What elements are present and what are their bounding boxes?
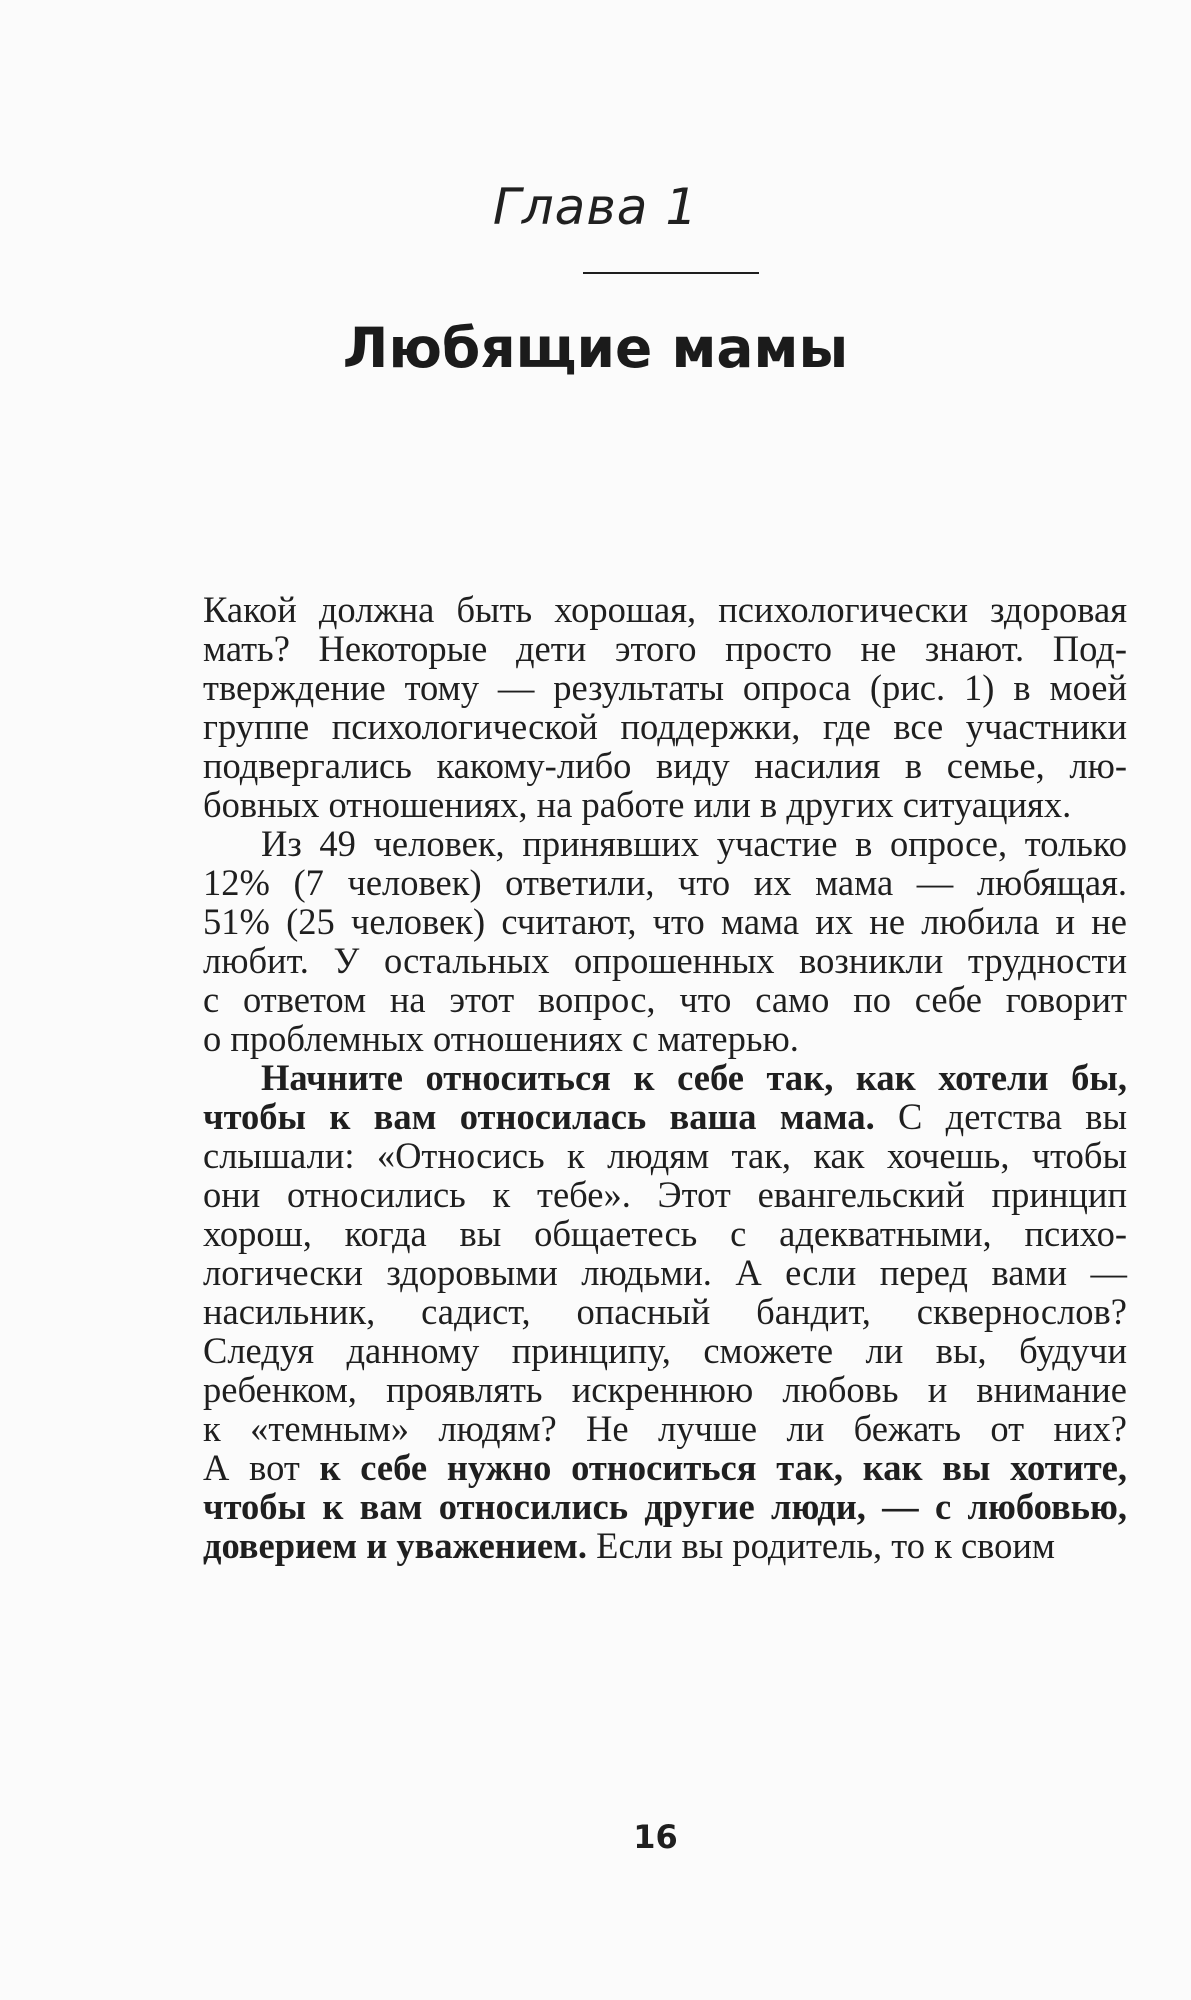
- page-number: 16: [633, 1818, 678, 1856]
- text-run: ребенком, проявлять искреннюю любовь и внимание: [203, 1369, 1127, 1410]
- text-line: [203, 746, 1127, 785]
- text-line: [203, 941, 1127, 980]
- text-line: [203, 1019, 1127, 1058]
- bold-text-run: к себе нужно относиться так, как вы хотите,: [319, 1447, 1127, 1488]
- paragraph: [203, 590, 1127, 824]
- text-line: [203, 1253, 1127, 1292]
- text-run: о проблемных отношениях с матерью.: [203, 1018, 799, 1059]
- text-run: тверждение тому — результаты опроса (рис. 1) в моей: [203, 667, 1127, 708]
- chapter-label: Глава 1: [492, 178, 699, 236]
- chapter-title: Любящие мамы: [342, 316, 849, 380]
- bold-text-run: Начните относиться к себе так, как хотели бы,: [261, 1057, 1127, 1098]
- text-line: [203, 1175, 1127, 1214]
- text-line: [203, 1487, 1127, 1526]
- text-run: бовных отношениях, на работе или в других ситуациях.: [203, 784, 1072, 825]
- text-line: [203, 785, 1127, 824]
- text-run: слышали: «Относись к людям так, как хочешь, чтобы: [203, 1135, 1127, 1176]
- text-line: [203, 1370, 1127, 1409]
- text-run: любит. У остальных опрошенных возникли трудности: [203, 940, 1127, 981]
- text-line: [203, 824, 1127, 863]
- text-line: [203, 1136, 1127, 1175]
- text-line: [203, 1058, 1127, 1097]
- text-run: 12% (7 человек) ответили, что их мама — любящая.: [203, 862, 1127, 903]
- paragraph: [203, 824, 1127, 1058]
- text-run: логически здоровыми людьми. А если перед вами —: [203, 1252, 1127, 1293]
- chapter-divider: [583, 272, 759, 274]
- text-line: [203, 668, 1127, 707]
- text-run: С детства вы: [874, 1096, 1127, 1137]
- text-run: насильник, садист, опасный бандит, сквернослов?: [203, 1291, 1127, 1332]
- text-line: [203, 1448, 1127, 1487]
- chapter-body-text: [203, 590, 1127, 1565]
- text-line: [203, 1331, 1127, 1370]
- text-line: [203, 629, 1127, 668]
- text-line: [203, 707, 1127, 746]
- text-line: [203, 1214, 1127, 1253]
- text-line: [203, 1526, 1127, 1565]
- text-line: [203, 590, 1127, 629]
- text-line: [203, 1292, 1127, 1331]
- text-run: к «темным» людям? Не лучше ли бежать от них?: [203, 1408, 1127, 1449]
- text-run: они относились к тебе». Этот евангельский принцип: [203, 1174, 1127, 1215]
- text-line: [203, 863, 1127, 902]
- paragraph: [203, 1058, 1127, 1565]
- text-run: Из 49 человек, принявших участие в опросе, только: [261, 823, 1127, 864]
- text-run: Следуя данному принципу, сможете ли вы, будучи: [203, 1330, 1127, 1371]
- text-line: [203, 902, 1127, 941]
- text-run: Какой должна быть хорошая, психологически здоровая: [203, 589, 1127, 630]
- text-line: [203, 1097, 1127, 1136]
- text-line: [203, 1409, 1127, 1448]
- bold-text-run: чтобы к вам относились другие люди, — с любовью,: [203, 1486, 1127, 1527]
- bold-text-run: доверием и уважением.: [203, 1525, 588, 1566]
- bold-text-run: чтобы к вам относилась ваша мама.: [203, 1096, 875, 1137]
- text-run: группе психологической поддержки, где все участники: [203, 706, 1127, 747]
- text-line: [203, 980, 1127, 1019]
- text-run: с ответом на этот вопрос, что само по себе говорит: [203, 979, 1127, 1020]
- text-run: хорош, когда вы общаетесь с адекватными, психо-: [203, 1213, 1127, 1254]
- text-run: 51% (25 человек) считают, что мама их не любила и не: [203, 901, 1127, 942]
- text-run: А вот: [203, 1447, 320, 1488]
- text-run: мать? Некоторые дети этого просто не знают. Под-: [203, 628, 1127, 669]
- text-run: подвергались какому-либо виду насилия в семье, лю-: [203, 745, 1127, 786]
- text-run: Если вы родитель, то к своим: [587, 1525, 1056, 1566]
